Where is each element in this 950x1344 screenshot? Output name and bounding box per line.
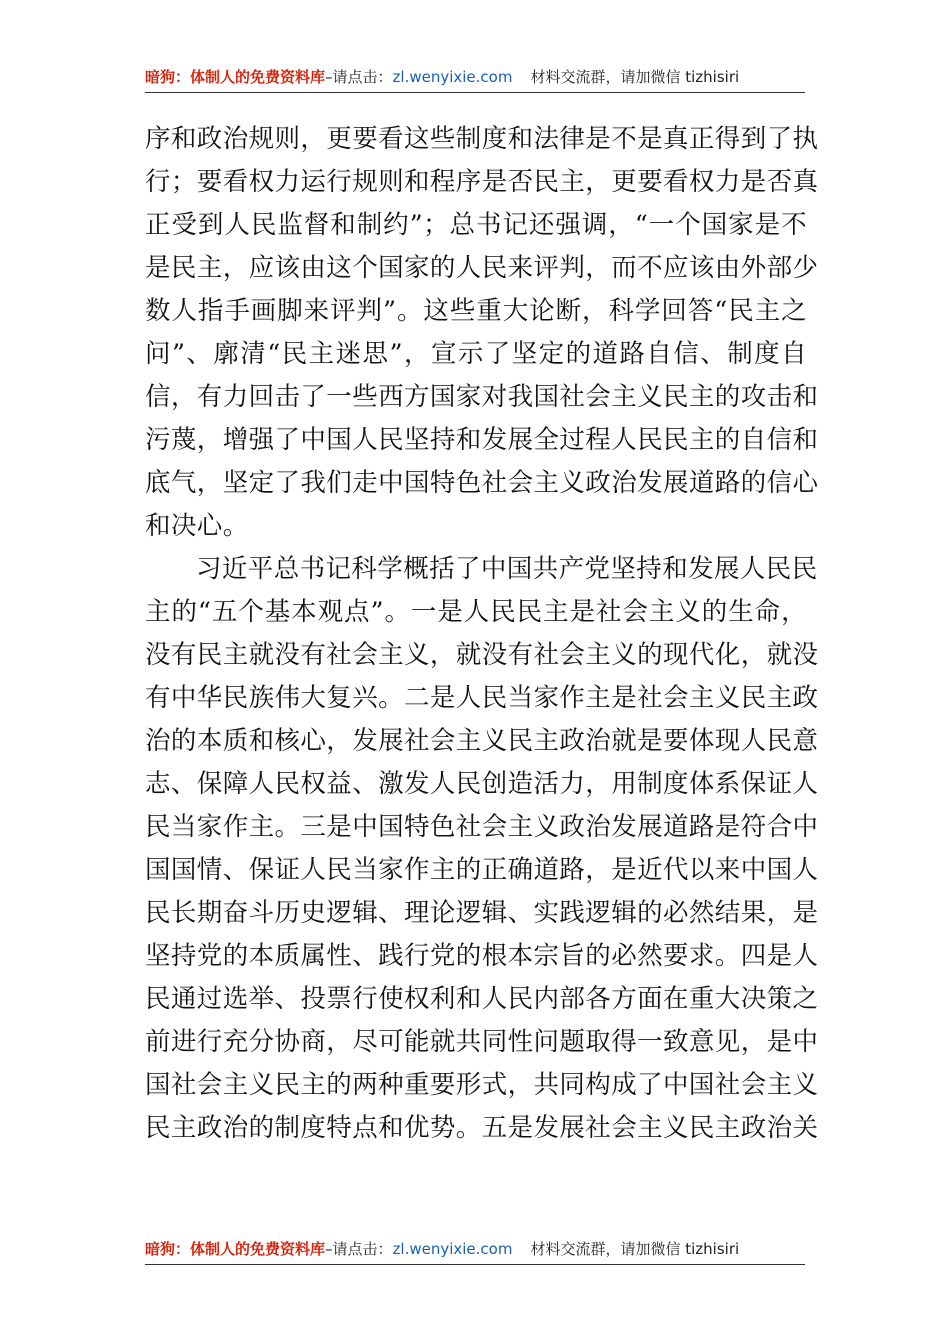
banner-click-hint: –请点击： <box>325 1240 393 1258</box>
text-line: 前进行充分协商，尽可能就共同性问题取得一致意见，是中 <box>145 1027 819 1057</box>
text-line: 污蔑，增强了中国人民坚持和发展全过程人民民主的自信和 <box>145 425 819 455</box>
text-line: 民通过选举、投票行使权利和人民内部各方面在重大决策之 <box>145 984 819 1014</box>
banner-title: 暗狗：体制人的免费资料库 <box>145 1240 326 1258</box>
banner-link[interactable]: zl.wenyixie.com <box>392 1240 513 1258</box>
text-line: 坚持党的本质属性、践行党的根本宗旨的必然要求。四是人 <box>145 941 819 971</box>
text-line: 民主政治的制度特点和优势。五是发展社会主义民主政治关 <box>145 1113 819 1143</box>
text-line: 信，有力回击了一些西方国家对我国社会主义民主的攻击和 <box>145 382 819 412</box>
text-line: 没有民主就没有社会主义，就没有社会主义的现代化，就没 <box>145 640 819 670</box>
text-line: 是民主，应该由这个国家的人民来评判，而不应该由外部少 <box>145 253 819 283</box>
text-line: 主的“五个基本观点”。一是人民民主是社会主义的生命， <box>145 597 807 627</box>
banner-contact: 材料交流群，请加微信 tizhisiri <box>530 1240 740 1258</box>
text-line: 国国情、保证人民当家作主的正确道路，是近代以来中国人 <box>145 855 819 885</box>
text-line: 行；要看权力运行规则和程序是否民主，更要看权力是否真 <box>145 167 819 197</box>
text-line: 和决心。 <box>145 511 249 541</box>
header-banner <box>145 62 805 93</box>
text-line: 正受到人民监督和制约”；总书记还强调，“一个国家是不 <box>145 210 807 240</box>
text-line: 数人指手画脚来评判”。这些重大论断，科学回答“民主之 <box>145 296 807 326</box>
banner-click-hint: –请点击： <box>325 68 393 86</box>
text-line: 问”、廓清“民主迷思”，宣示了坚定的道路自信、制度自 <box>145 339 807 369</box>
banner-title: 暗狗：体制人的免费资料库 <box>145 68 326 86</box>
footer-banner <box>145 1234 805 1265</box>
text-line: 国社会主义民主的两种重要形式，共同构成了中国社会主义 <box>145 1070 819 1100</box>
text-line: 底气，坚定了我们走中国特色社会主义政治发展道路的信心 <box>145 468 819 498</box>
text-line: 民当家作主。三是中国特色社会主义政治发展道路是符合中 <box>145 812 819 842</box>
text-line: 序和政治规则，更要看这些制度和法律是不是真正得到了执 <box>145 124 819 154</box>
text-line: 有中华民族伟大复兴。二是人民当家作主是社会主义民主政 <box>145 683 819 713</box>
document-body <box>145 118 819 1150</box>
text-line: 民长期奋斗历史逻辑、理论逻辑、实践逻辑的必然结果，是 <box>145 898 819 928</box>
text-line: 志、保障人民权益、激发人民创造活力，用制度体系保证人 <box>145 769 819 799</box>
banner-link[interactable]: zl.wenyixie.com <box>392 68 513 86</box>
text-line: 治的本质和核心，发展社会主义民主政治就是要体现人民意 <box>145 726 819 756</box>
paragraph-first-line: 习近平总书记科学概括了中国共产党坚持和发展人民民 <box>196 554 818 584</box>
banner-contact: 材料交流群，请加微信 tizhisiri <box>530 68 740 86</box>
